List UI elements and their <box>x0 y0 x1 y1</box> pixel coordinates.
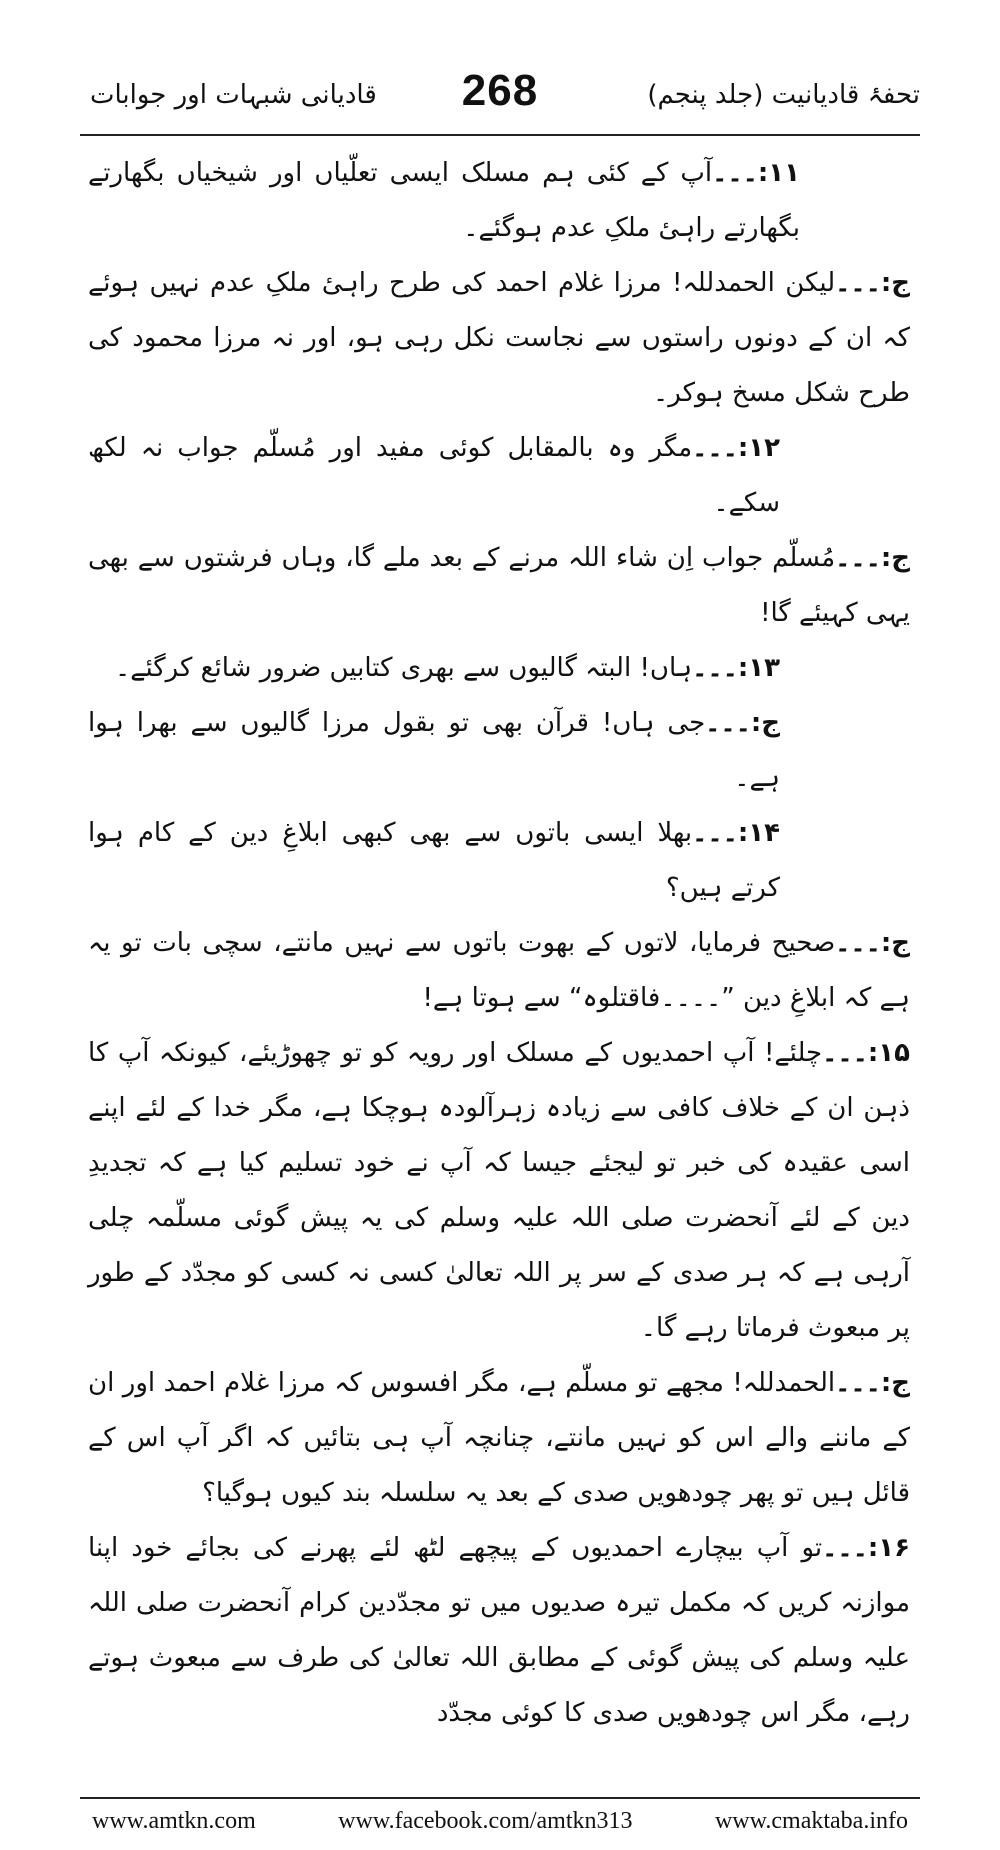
answer-text: جی ہاں! قرآن بھی تو بقول مرزا گالیوں سے بھرا ہوا ہے۔ <box>88 708 780 793</box>
footer-link-facebook[interactable]: www.facebook.com/amtkn313 <box>338 1808 633 1834</box>
question-text: بھلا ایسی باتوں سے بھی کبھی ابلاغِ دین کے کام ہوا کرتے ہیں؟ <box>88 818 780 903</box>
answer-label: ج:۔۔۔ <box>835 268 910 298</box>
page-header <box>80 62 920 132</box>
footer-link-cmaktaba[interactable]: www.cmaktaba.info <box>714 1808 908 1834</box>
book-title: تحفۂ قادیانیت (جلد پنجم) <box>647 80 920 110</box>
paragraph-q13 <box>88 641 910 696</box>
paragraph-a13 <box>88 696 910 806</box>
answer-label: ج:۔۔۔ <box>835 1368 910 1398</box>
answer-label: ج:۔۔۔ <box>835 543 910 573</box>
paragraph-q12 <box>88 421 910 531</box>
paragraph-q15 <box>88 1026 910 1356</box>
answer-text: لیکن الحمدللہ! مرزا غلام احمد کی طرح راہیٔ ملکِ عدم نہیں ہوئے کہ ان کے دونوں راستوں سے نجاست نکل رہی ہو، اور نہ مرزا محمود کی طرح شکل مسخ ہوکر۔ <box>88 268 910 408</box>
paragraph-a12 <box>88 531 910 641</box>
answer-text: مُسلّم جواب اِن شاء اللہ مرنے کے بعد ملے گا، وہاں فرشتوں سے بھی یہی کہیئے گا! <box>88 543 910 628</box>
paragraph-q11 <box>88 146 910 256</box>
page-footer <box>92 1808 908 1838</box>
question-label: ۱۴:۔۔۔ <box>692 818 780 848</box>
answer-label: ج:۔۔۔ <box>835 928 910 958</box>
section-title: قادیانی شبہات اور جوابات <box>90 80 377 110</box>
paragraph-a15 <box>88 1356 910 1521</box>
paragraph-a14 <box>88 916 910 1026</box>
question-text: مگر وہ بالمقابل کوئی مفید اور مُسلّم جواب نہ لکھ سکے۔ <box>88 433 780 518</box>
question-text: تو آپ بیچارے احمدیوں کے پیچھے لٹھ لئے پھرنے کی بجائے خود اپنا موازنہ کریں کہ مکمل تیرہ صدیوں میں تو مجدّدین کرام آنحضرت صلی اللہ علیہ وسلم کی پیش گوئی کے مطابق اللہ تعالیٰ کی طرف سے مبعوث ہوتے رہے، مگر اس چودھویں صدی کا کوئی مجدّد <box>88 1533 910 1728</box>
question-label: ۱۶:۔۔۔ <box>822 1533 910 1563</box>
footer-link-amtkn[interactable]: www.amtkn.com <box>92 1808 256 1834</box>
page-number: 268 <box>461 66 539 115</box>
question-label: ۱۲:۔۔۔ <box>692 433 780 463</box>
question-text: آپ کے کئی ہم مسلک ایسی تعلّیاں اور شیخیاں بگھارتے بگھارتے راہیٔ ملکِ عدم ہوگئے۔ <box>88 158 800 243</box>
question-label: ۱۳:۔۔۔ <box>692 653 780 683</box>
question-label: ۱۱:۔۔۔ <box>712 158 800 188</box>
question-text: چلئے! آپ احمدیوں کے مسلک اور رویہ کو تو چھوڑیئے، کیونکہ آپ کا ذہن ان کے خلاف کافی سے زیادہ زہرآلودہ ہوچکا ہے، مگر خدا کے لئے اپنے اسی عقیدہ کی خبر تو لیجئے جیسا کہ آپ نے خود تسلیم کیا ہے کہ تجدیدِ دین کے لئے آنحضرت صلی اللہ علیہ وسلم کی یہ پیش گوئی مسلّمہ چلی آرہی ہے کہ ہر صدی کے سر پر اللہ تعالیٰ کسی نہ کسی کو مجدّد کے طور پر مبعوث فرماتا رہے گا۔ <box>88 1038 910 1343</box>
header-rule <box>80 134 920 136</box>
question-label: ۱۵:۔۔۔ <box>822 1038 910 1068</box>
page-body <box>88 146 910 1741</box>
paragraph-q16 <box>88 1521 910 1741</box>
answer-text: صحیح فرمایا، لاتوں کے بھوت باتوں سے نہیں مانتے، سچی بات تو یہ ہے کہ ابلاغِ دین ”۔۔۔۔فاقتلوہ“ سے ہوتا ہے! <box>88 928 910 1013</box>
answer-label: ج:۔۔۔ <box>705 708 780 738</box>
paragraph-a11 <box>88 256 910 421</box>
footer-rule <box>80 1797 920 1799</box>
paragraph-q14 <box>88 806 910 916</box>
question-text: ہاں! البتہ گالیوں سے بھری کتابیں ضرور شائع کرگئے۔ <box>114 653 693 683</box>
answer-text: الحمدللہ! مجھے تو مسلّم ہے، مگر افسوس کہ مرزا غلام احمد اور ان کے ماننے والے اس کو نہیں مانتے، چنانچہ آپ ہی بتائیں کہ اگر آپ اس کے قائل ہیں تو پھر چودھویں صدی کے بعد یہ سلسلہ بند کیوں ہوگیا؟ <box>88 1368 910 1508</box>
